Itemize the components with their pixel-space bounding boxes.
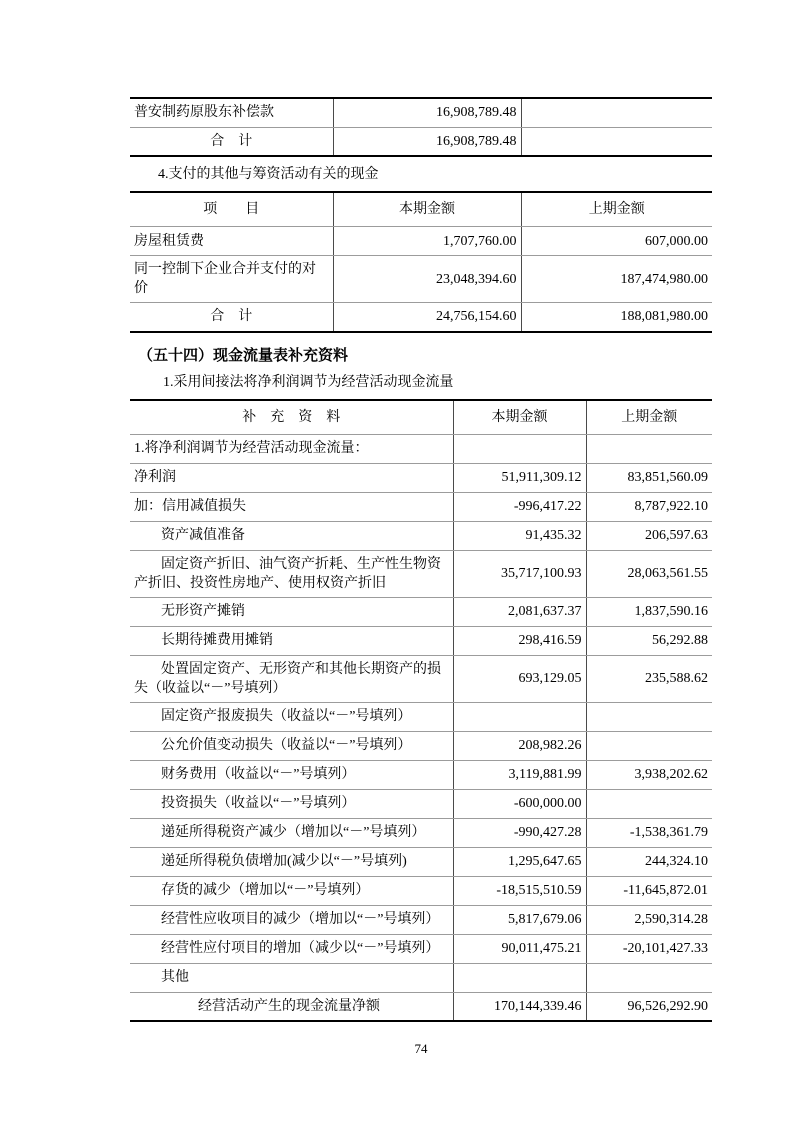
table-row	[130, 550, 712, 597]
table-row	[130, 597, 712, 626]
table-row	[130, 227, 712, 256]
supplementary-info-column-header: 补 充 资 料	[130, 400, 453, 435]
current-amount-cell: 24,756,154.60	[333, 303, 521, 332]
table-row	[130, 818, 712, 847]
current-amount-cell	[453, 702, 586, 731]
table-row	[130, 303, 712, 332]
item-cell: 经营活动产生的现金流量净额	[130, 992, 453, 1021]
prior-amount-cell	[521, 127, 712, 156]
item-cell: 普安制药原股东补偿款	[130, 98, 333, 127]
table-row	[130, 731, 712, 760]
current-amount-cell: 1,707,760.00	[333, 227, 521, 256]
section54-heading: （五十四）现金流量表补充资料	[138, 347, 349, 364]
table-row	[130, 905, 712, 934]
section54-subheading: 1.采用间接法将净利润调节为经营活动现金流量	[163, 374, 454, 390]
prior-amount-cell: 96,526,292.90	[627, 998, 708, 1014]
item-cell: 同一控制下企业合并支付的对价	[130, 256, 333, 303]
prior-amount-cell	[586, 434, 712, 463]
current-period-column-header: 本期金额	[333, 192, 521, 227]
current-amount-cell: -600,000.00	[453, 789, 586, 818]
current-amount-cell: 1,295,647.65	[453, 847, 586, 876]
prior-amount-cell	[586, 963, 712, 992]
current-amount-cell: 91,435.32	[453, 521, 586, 550]
item-cell: 递延所得税资产减少（增加以“－”号填列）	[130, 818, 453, 847]
current-amount-cell: 2,081,637.37	[453, 597, 586, 626]
item-cell: 长期待摊费用摊销	[130, 626, 453, 655]
prior-amount-cell: 3,938,202.62	[586, 760, 712, 789]
prior-amount-cell: 83,851,560.09	[586, 463, 712, 492]
prior-amount-cell: 244,324.10	[586, 847, 712, 876]
prior-period-column-header: 上期金额	[521, 192, 712, 227]
current-amount-cell: 90,011,475.21	[453, 934, 586, 963]
table-header-row	[130, 400, 712, 435]
prior-amount-cell: 8,787,922.10	[586, 492, 712, 521]
item-cell: 公允价值变动损失（收益以“－”号填列）	[130, 731, 453, 760]
table-row	[130, 521, 712, 550]
section4-title: 4.支付的其他与筹资活动有关的现金	[158, 167, 379, 182]
current-amount-cell: 170,144,339.46	[453, 992, 586, 1021]
current-amount-cell: 298,416.59	[453, 626, 586, 655]
content-area	[130, 97, 712, 1022]
prior-amount-cell: -20,101,427.33	[586, 934, 712, 963]
table-row	[130, 847, 712, 876]
prior-amount-cell: 1,837,590.16	[586, 597, 712, 626]
table-row	[130, 98, 712, 127]
prior-amount-cell	[521, 98, 712, 127]
current-period-column-header: 本期金额	[453, 400, 586, 435]
item-cell: 递延所得税负债增加(减少以“－”号填列)	[130, 847, 453, 876]
prior-amount-cell	[586, 702, 712, 731]
table-row	[130, 492, 712, 521]
item-cell: 经营性应收项目的减少（增加以“－”号填列）	[130, 905, 453, 934]
table-row	[130, 655, 712, 702]
prior-period-column-header: 上期金额	[586, 400, 712, 435]
current-amount-cell: 23,048,394.60	[333, 256, 521, 303]
item-cell: 无形资产摊销	[130, 597, 453, 626]
page-number: 74	[414, 1041, 428, 1056]
prior-amount-cell	[586, 789, 712, 818]
item-column-header: 项 目	[130, 192, 333, 227]
current-amount-cell: 51,911,309.12	[453, 463, 586, 492]
item-cell: 经营性应付项目的增加（减少以“－”号填列）	[130, 934, 453, 963]
item-cell: 存货的减少（增加以“－”号填列）	[130, 876, 453, 905]
table-header-row	[130, 192, 712, 227]
table-row	[130, 934, 712, 963]
item-cell: 资产减值准备	[130, 521, 453, 550]
table-row	[130, 463, 712, 492]
prior-amount-cell: 235,588.62	[586, 655, 712, 702]
current-amount-cell: 35,717,100.93	[453, 550, 586, 597]
current-amount-cell: -996,417.22	[453, 492, 586, 521]
table-row	[130, 434, 712, 463]
prior-amount-cell: 187,474,980.00	[521, 256, 712, 303]
current-amount-cell	[453, 434, 586, 463]
item-cell: 投资损失（收益以“－”号填列）	[130, 789, 453, 818]
current-amount-cell: -18,515,510.59	[453, 876, 586, 905]
table-row	[130, 789, 712, 818]
current-amount-cell: 16,908,789.48	[333, 98, 521, 127]
item-cell: 1.将净利润调节为经营活动现金流量：	[130, 434, 453, 463]
prior-amount-cell: -11,645,872.01	[586, 876, 712, 905]
item-cell: 处置固定资产、无形资产和其他长期资产的损失（收益以“－”号填列）	[130, 655, 453, 702]
supplementary-cashflow-table	[130, 399, 712, 1023]
compensation-table	[130, 97, 712, 157]
prior-amount-cell: -1,538,361.79	[586, 818, 712, 847]
item-cell: 固定资产报废损失（收益以“－”号填列）	[130, 702, 453, 731]
item-cell: 加：信用减值损失	[130, 492, 453, 521]
item-cell: 合 计	[130, 127, 333, 156]
current-amount-cell	[453, 963, 586, 992]
table-row	[130, 127, 712, 156]
current-amount-cell: 3,119,881.99	[453, 760, 586, 789]
item-cell: 合 计	[130, 303, 333, 332]
current-amount-cell: 208,982.26	[453, 731, 586, 760]
current-amount-cell: 16,908,789.48	[333, 127, 521, 156]
table-row	[130, 876, 712, 905]
item-cell: 其他	[130, 963, 453, 992]
prior-amount-cell: 2,590,314.28	[586, 905, 712, 934]
item-cell: 净利润	[130, 463, 453, 492]
prior-amount-cell: 56,292.88	[586, 626, 712, 655]
table-row	[130, 963, 712, 992]
item-cell: 房屋租赁费	[130, 227, 333, 256]
prior-amount-cell: 607,000.00	[521, 227, 712, 256]
prior-amount-cell	[586, 731, 712, 760]
prior-amount-cell: 188,081,980.00	[620, 309, 708, 325]
table-row	[130, 256, 712, 303]
current-amount-cell: -990,427.28	[453, 818, 586, 847]
prior-amount-cell: 28,063,561.55	[586, 550, 712, 597]
financing-payments-table	[130, 191, 712, 333]
table-row	[130, 626, 712, 655]
table-row	[130, 760, 712, 789]
current-amount-cell: 693,129.05	[453, 655, 586, 702]
current-amount-cell: 5,817,679.06	[453, 905, 586, 934]
table-row	[130, 992, 712, 1021]
table-row	[130, 702, 712, 731]
item-cell: 固定资产折旧、油气资产折耗、生产性生物资产折旧、投资性房地产、使用权资产折旧	[130, 550, 453, 597]
item-cell: 财务费用（收益以“－”号填列）	[130, 760, 453, 789]
prior-amount-cell: 206,597.63	[586, 521, 712, 550]
